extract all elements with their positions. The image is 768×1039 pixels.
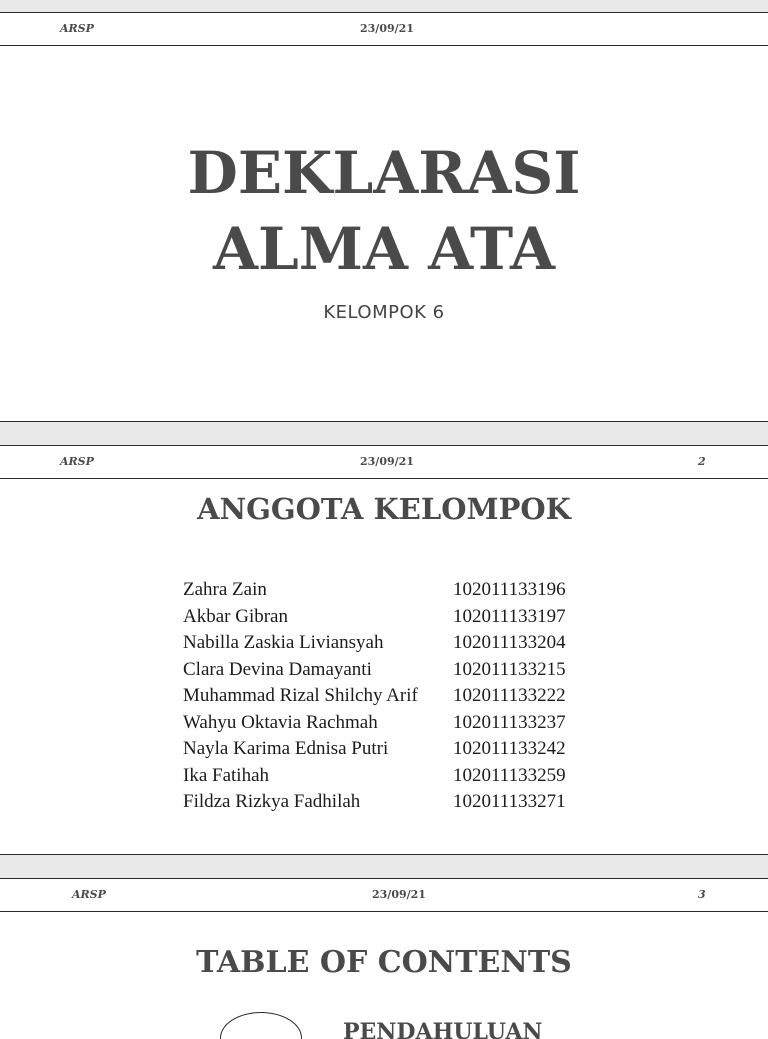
page-number: 2 [698,455,706,468]
header-brand: ARSP [60,455,94,468]
member-name: Zahra Zain [183,579,267,600]
slide-title [0,12,768,422]
slide-header [0,446,768,479]
slide-header [0,13,768,46]
member-nim: 102011133215 [453,658,566,680]
presentation-title [0,135,768,287]
member-nim: 102011133204 [453,632,566,653]
title-line-2: ALMA ATA [213,215,555,283]
member-row [183,710,603,737]
member-row [183,604,603,631]
member-row [183,683,603,710]
member-nim: 102011133222 [453,685,566,706]
member-list [183,577,603,816]
header-brand: ARSP [72,888,106,901]
member-row [183,657,603,684]
toc-bullet-ellipse [220,1012,302,1039]
member-row [183,789,603,816]
member-nim: 102011133197 [453,605,566,627]
member-name: Nayla Karima Ednisa Putri [183,738,389,759]
title-line-1: DEKLARASI [187,139,581,207]
slide-members [0,445,768,855]
member-name: Akbar Gibran [183,605,288,627]
header-brand: ARSP [60,22,94,35]
section-title: ANGGOTA KELOMPOK [197,492,571,526]
member-nim: 102011133259 [453,764,566,786]
presentation-subtitle: KELOMPOK 6 [323,302,445,323]
member-row [183,736,603,763]
header-date: 23/09/21 [360,455,414,468]
page-number: 3 [698,888,706,901]
header-date: 23/09/21 [360,22,414,35]
member-row [183,577,603,604]
header-date: 23/09/21 [372,888,426,901]
member-nim: 102011133237 [453,711,566,733]
member-name: Wahyu Oktavia Rachmah [183,711,378,733]
slide-contents [0,878,768,1039]
section-title: TABLE OF CONTENTS [196,945,572,980]
member-row [183,763,603,790]
member-name: Fildza Rizkya Fadhilah [183,791,361,812]
toc-item: PENDAHULUAN [343,1019,543,1039]
member-name: Clara Devina Damayanti [183,658,372,680]
member-nim: 102011133271 [453,791,566,812]
member-nim: 102011133242 [453,738,566,759]
member-nim: 102011133196 [453,579,566,600]
member-row [183,630,603,657]
member-name: Muhammad Rizal Shilchy Arif [183,685,418,706]
slide-header [0,879,768,912]
member-name: Nabilla Zaskia Liviansyah [183,632,384,653]
member-name: Ika Fatihah [183,764,270,786]
